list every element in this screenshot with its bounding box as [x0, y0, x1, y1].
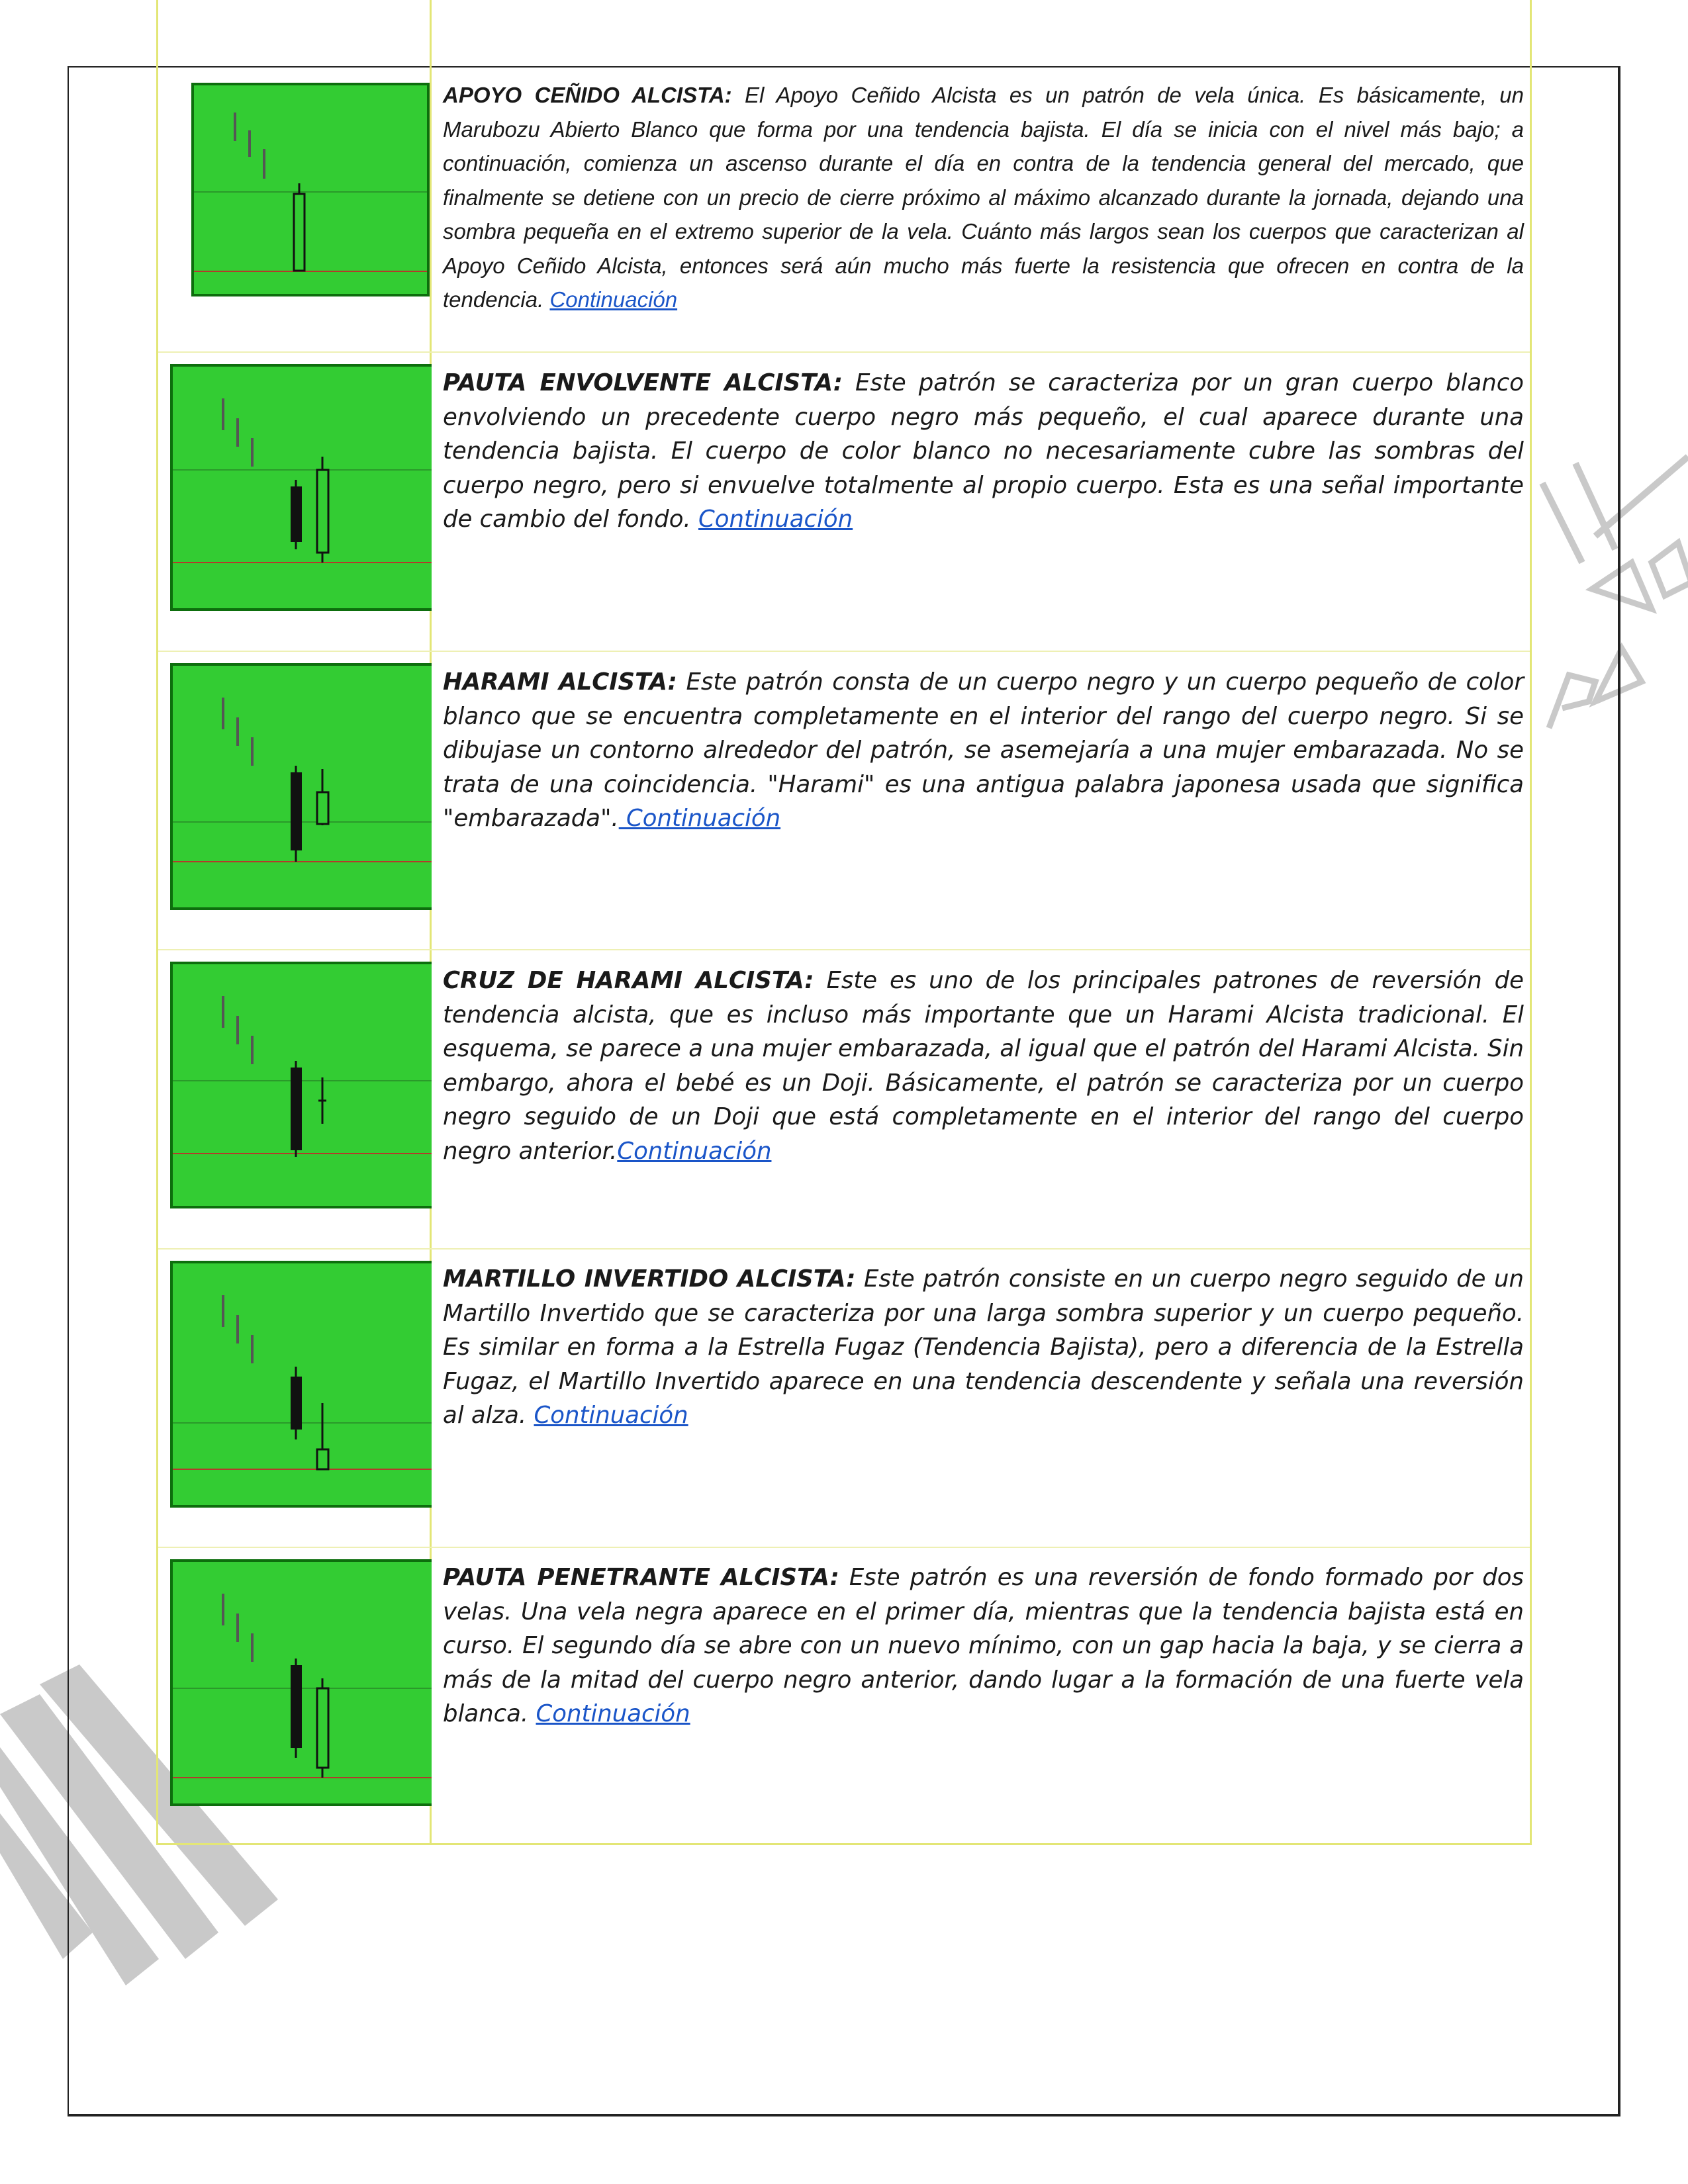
entry-martillo-invertido-alcista [443, 1262, 1524, 1433]
entry-harami-alcista [443, 665, 1524, 836]
chart-image-cruz-harami [170, 962, 432, 1208]
entry-cruz-de-harami-alcista [443, 964, 1524, 1168]
entry-description: Este patrón es una reversión de fondo formado por dos velas. Una vela negra aparece en el primer día, mientras que la tendencia bajista está en curso. El segundo día se abre con un nuevo mínimo, con un gap hacia la baja, y se cierra a más de la mitad del cuerpo negro anterior, dando lugar a la formación de una fuerte vela blanca. [443, 1564, 1524, 1727]
continuacion-link[interactable]: Continuación [534, 1402, 688, 1429]
entry-term: PAUTA PENETRANTE ALCISTA: [443, 1564, 839, 1591]
entry-description: Este es uno de los principales patrones de reversión de tendencia alcista, que es incluso más importante que un Harami Alcista tradicional. El esquema, se parece a una mujer embarazada, al igual que el patrón del Harami Alcista. Sin embargo, ahora el bebé es un Doji. Básicamente, el patrón se caracteriza por un cuerpo negro seguido de un Doji que está completamente en el interior del rango del cuerpo negro anterior. [443, 967, 1524, 1165]
pattern-table [156, 0, 1532, 1845]
continuacion-link[interactable]: Continuación [617, 1137, 772, 1165]
row-divider [158, 651, 1530, 652]
entry-term: CRUZ DE HARAMI ALCISTA: [443, 967, 814, 994]
chart-image-pauta-envolvente [170, 364, 432, 611]
entry-pauta-envolvente-alcista [443, 366, 1524, 537]
entry-pauta-penetrante-alcista [443, 1561, 1524, 1731]
entry-term: MARTILLO INVERTIDO ALCISTA: [443, 1265, 856, 1293]
row-divider [158, 1547, 1530, 1548]
entry-term: PAUTA ENVOLVENTE ALCISTA: [443, 369, 843, 396]
continuacion-link[interactable]: Continuación [698, 506, 853, 533]
entry-term: HARAMI ALCISTA: [443, 668, 677, 696]
entry-apoyo-cenido-alcista [443, 78, 1524, 317]
entry-term: APOYO CEÑIDO ALCISTA: [443, 83, 732, 107]
chart-image-martillo-invertido [170, 1261, 432, 1508]
row-divider [158, 949, 1530, 950]
entry-description: Este patrón se caracteriza por un gran cuerpo blanco envolviendo un precedente cuerpo negro más pequeño, el cual aparece durante una tendencia bajista. El cuerpo de color blanco no necesariamente cubre las sombras del cuerpo negro, pero si envuelve totalmente al propio cuerpo. Esta es una señal importante de cambio del fondo. [443, 369, 1524, 533]
chart-image-apoyo-cenido [191, 83, 430, 296]
entry-description: Este patrón consiste en un cuerpo negro seguido de un Martillo Invertido que se caracteriza por una larga sombra superior y un cuerpo pequeño. Es similar en forma a la Estrella Fugaz (Tendencia Bajista), pero a diferencia de la Estrella Fugaz, el Martillo Invertido aparece en una tendencia descendente y señala una reversión al alza. [443, 1265, 1524, 1429]
continuacion-link[interactable]: Continuación [536, 1700, 690, 1727]
entry-description: El Apoyo Ceñido Alcista es un patrón de vela única. Es básicamente, un Marubozu Abierto Blanco que forma por una tendencia bajista. El día se inicia con el nivel más bajo; a continuación, comienza un ascenso durante el día en contra de la tendencia general del mercado, que finalmente se detiene con un precio de cierre próximo al máximo alcanzado durante la jornada, dejando una sombra pequeña en el extremo superior de la vela. Cuánto más largos sean los cuerpos que caracterizan al Apoyo Ceñido Alcista, entonces será aún mucho más fuerte la resistencia que ofrecen en contra de la tendencia. [443, 83, 1524, 312]
continuacion-link[interactable]: Continuación [618, 805, 781, 832]
entry-description: Este patrón consta de un cuerpo negro y un cuerpo pequeño de color blanco que se encuentra completamente en el interior del rango del cuerpo negro. Si se dibujase un contorno alrededor del patrón, se asemejaría a una mujer embarazada. No se trata de una coincidencia. "Harami" es una antigua palabra japonesa usada que significa "embarazada". [443, 668, 1524, 832]
row-divider [158, 351, 1530, 353]
chart-image-pauta-penetrante [170, 1559, 432, 1806]
chart-image-harami [170, 663, 432, 910]
continuacion-link[interactable]: Continuación [549, 287, 678, 312]
row-divider [158, 1248, 1530, 1250]
